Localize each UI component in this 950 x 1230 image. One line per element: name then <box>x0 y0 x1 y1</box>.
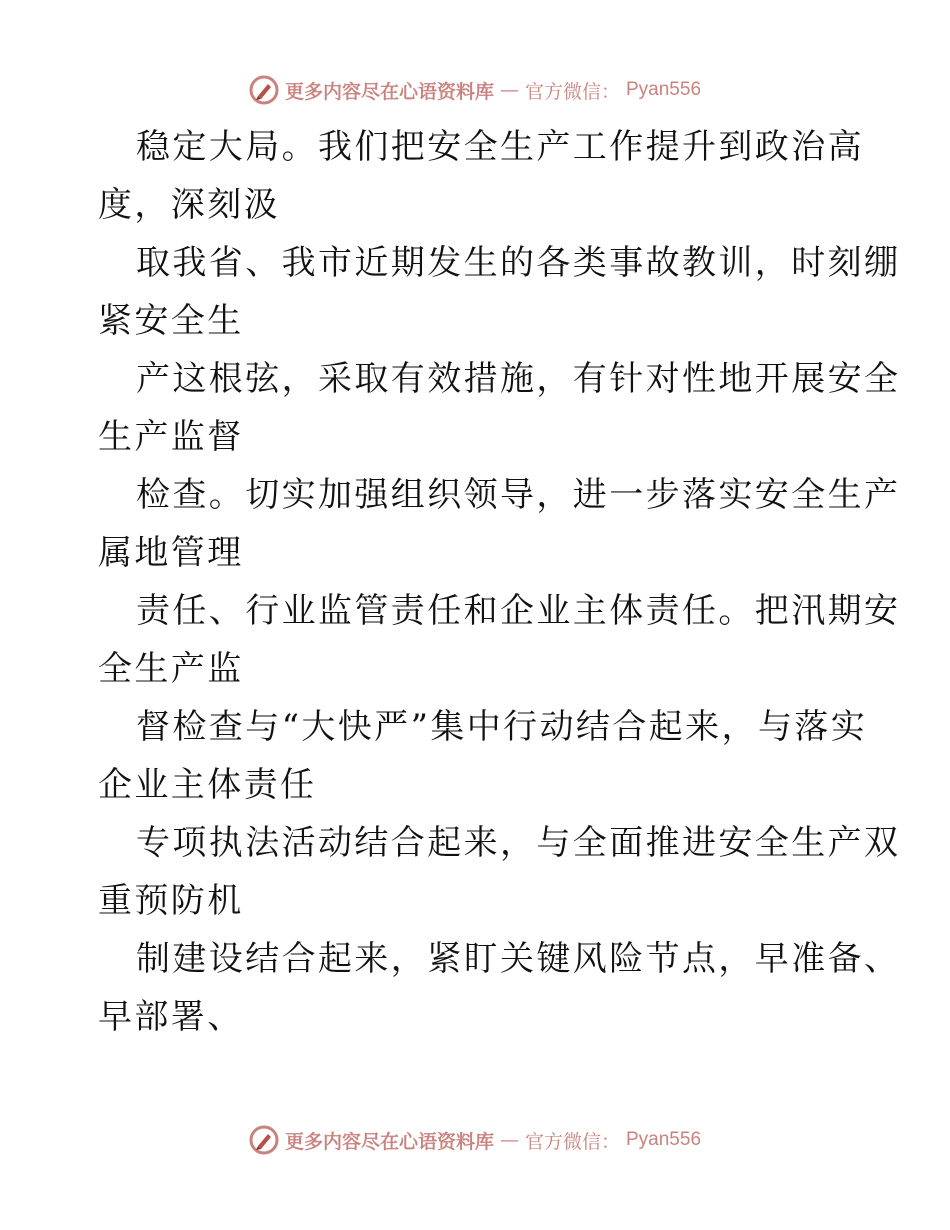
page-header <box>0 70 950 110</box>
page-footer <box>0 1120 950 1160</box>
banner-wechat-id: Pyan556 <box>626 1129 702 1150</box>
banner-title: 更多内容尽在心语资料库 <box>284 80 494 103</box>
paragraph-line: 取我省、我市近期发生的各类事故教训，时刻绷 <box>136 243 901 283</box>
pen-logo-icon <box>249 75 279 105</box>
banner-wechat-label: 官方微信： <box>524 80 620 103</box>
banner-dash: — <box>499 1129 519 1151</box>
paragraph-line: 产这根弦，采取有效措施，有针对性地开展安全 <box>136 359 901 399</box>
paragraph-line: 度，深刻汲 <box>98 185 280 225</box>
paragraph-line: 稳定大局。我们把安全生产工作提升到政治高 <box>136 127 864 167</box>
header-banner <box>249 75 701 105</box>
paragraph-line: 制建设结合起来，紧盯关键风险节点，早准备、 <box>136 939 901 979</box>
paragraph-line: 企业主体责任 <box>98 765 317 805</box>
banner-title: 更多内容尽在心语资料库 <box>284 1130 494 1153</box>
pen-logo-icon <box>249 1125 279 1155</box>
footer-banner <box>249 1125 701 1155</box>
paragraph-line: 检查。切实加强组织领导，进一步落实安全生产 <box>136 475 901 515</box>
paragraph-line: 专项执法活动结合起来，与全面推进安全生产双 <box>136 823 901 863</box>
paragraph-line: 责任、行业监管责任和企业主体责任。把汛期安 <box>136 591 901 631</box>
banner-wechat-id: Pyan556 <box>626 79 702 100</box>
paragraph-line: 紧安全生 <box>98 301 244 341</box>
paragraph-line: 早部署、 <box>98 997 244 1037</box>
paragraph-line: 全生产监 <box>98 649 244 689</box>
document-body <box>98 118 901 1046</box>
banner-dash: — <box>499 79 519 101</box>
banner-wechat-label: 官方微信： <box>524 1130 620 1153</box>
paragraph-line: 属地管理 <box>98 533 244 573</box>
paragraph-line: 督检查与“大快严”集中行动结合起来，与落实 <box>136 707 868 747</box>
paragraph-line: 生产监督 <box>98 417 244 457</box>
paragraph-line: 重预防机 <box>98 881 244 921</box>
